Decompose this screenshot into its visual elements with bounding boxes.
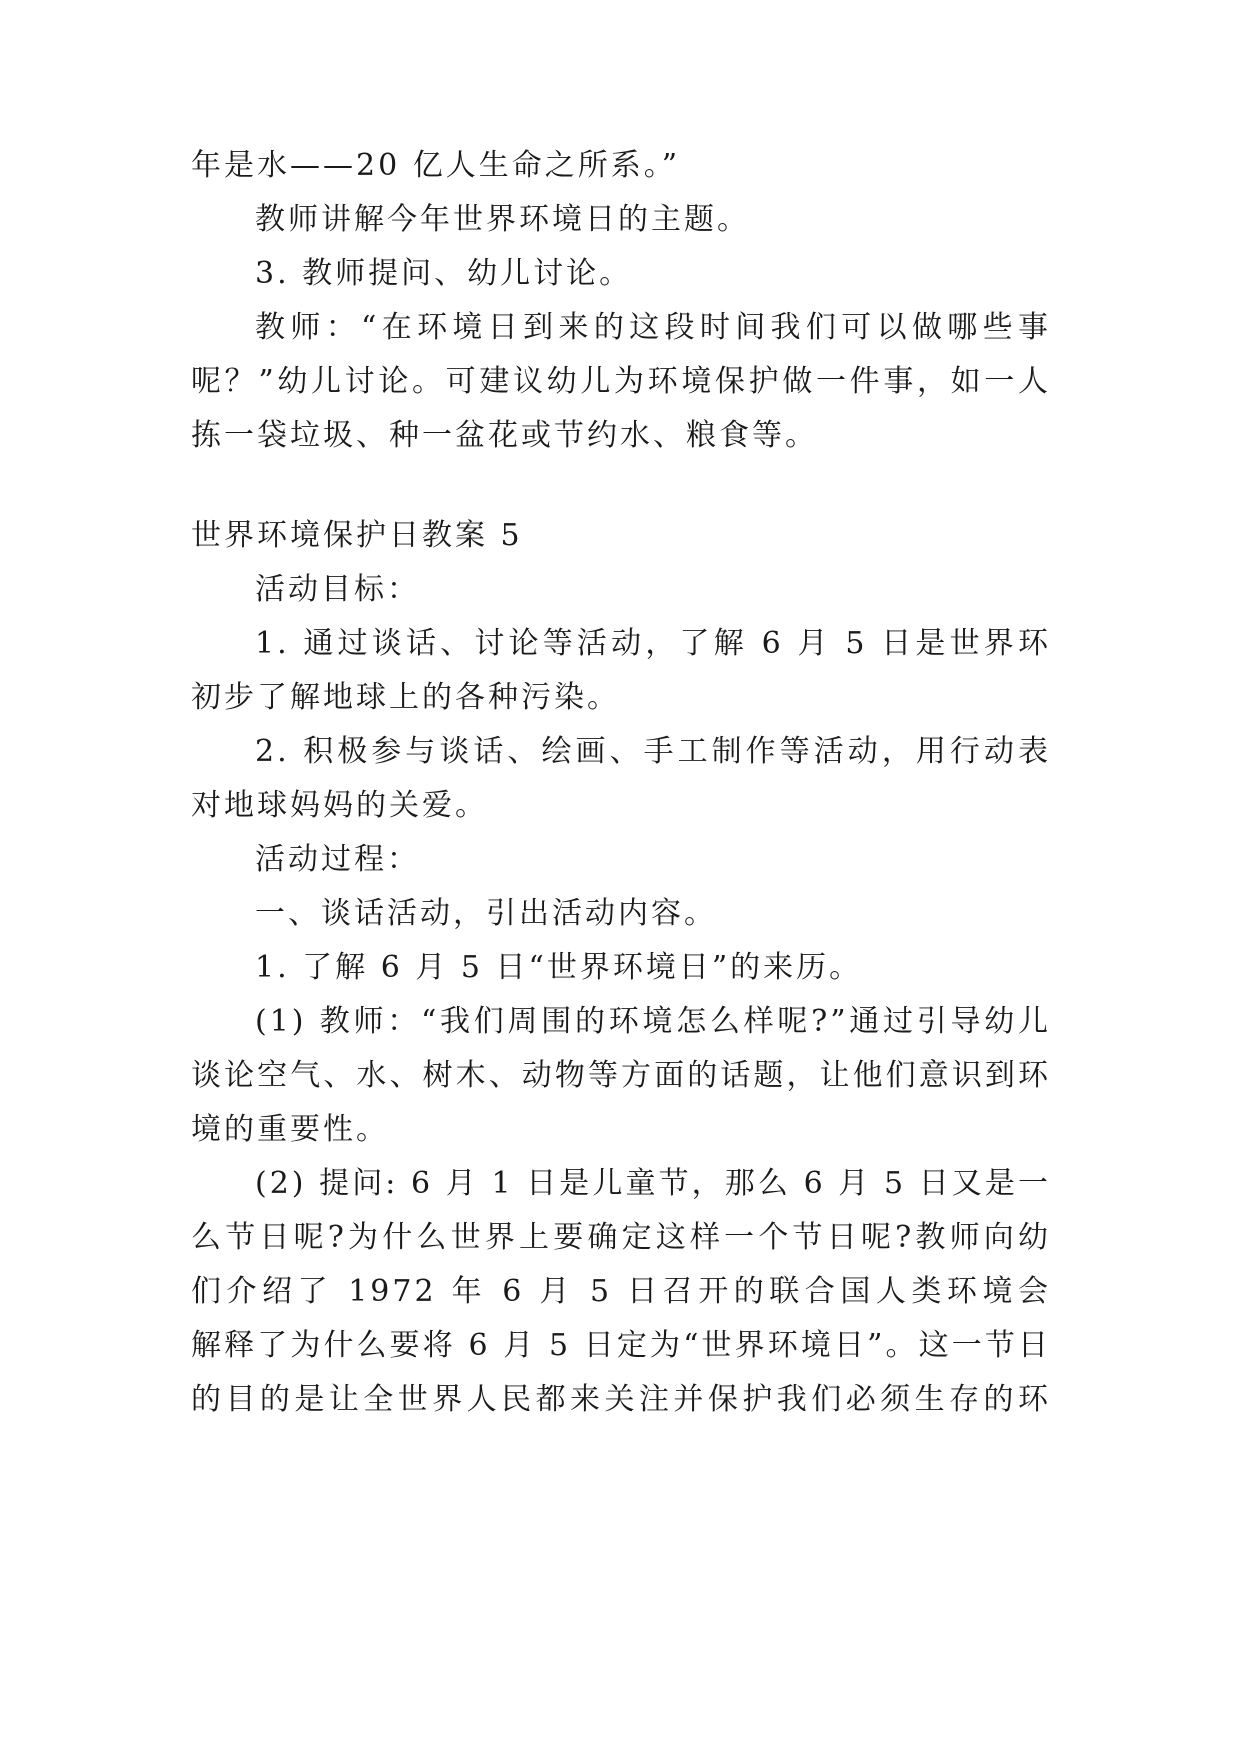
paragraph-line: 年是水——20 亿人生命之所系。”	[191, 148, 681, 183]
paragraph-line: 教师：“在环境日到来的这段时间我们可以做哪些事	[255, 310, 1051, 345]
paragraph-line: 解释了为什么要将 6 月 5 日定为“世界环境日”。这一节日	[191, 1328, 1051, 1363]
paragraph-line: (2) 提问: 6 月 1 日是儿童节，那么 6 月 5 日又是一	[255, 1166, 1051, 1201]
paragraph-line: 教师讲解今年世界环境日的主题。	[255, 202, 750, 237]
paragraph-line: 1. 了解 6 月 5 日“世界环境日”的来历。	[255, 950, 863, 985]
paragraph-line: 境的重要性。	[191, 1112, 389, 1147]
paragraph-line: (1) 教师：“我们周围的环境怎么样呢?”通过引导幼儿	[255, 1004, 1051, 1039]
paragraph-line: 2. 积极参与谈话、绘画、手工制作等活动，用行动表	[255, 734, 1051, 769]
section-heading: 世界环境保护日教案 5	[191, 518, 523, 553]
paragraph-line: 1. 通过谈话、讨论等活动，了解 6 月 5 日是世界环	[255, 626, 1051, 661]
paragraph-line: 谈论空气、水、树木、动物等方面的话题，让他们意识到环	[191, 1058, 1051, 1093]
paragraph-line: 们介绍了 1972 年 6 月 5 日召开的联合国人类环境会	[191, 1274, 1051, 1309]
paragraph-line: 呢？”幼儿讨论。可建议幼儿为环境保护做一件事，如一人	[191, 364, 1051, 399]
paragraph-line: 一、谈话活动，引出活动内容。	[255, 896, 717, 931]
paragraph-line: 活动目标：	[255, 572, 420, 607]
paragraph-line: 的目的是让全世界人民都来关注并保护我们必须生存的环	[191, 1382, 1051, 1417]
paragraph-line: 拣一袋垃圾、种一盆花或节约水、粮食等。	[191, 418, 818, 453]
paragraph-line: 活动过程：	[255, 842, 420, 877]
paragraph-line: 对地球妈妈的关爱。	[191, 788, 488, 823]
paragraph-line: 初步了解地球上的各种污染。	[191, 680, 620, 715]
paragraph-line: 么节日呢?为什么世界上要确定这样一个节日呢?教师向幼	[191, 1220, 1051, 1255]
paragraph-line: 3. 教师提问、幼儿讨论。	[255, 256, 633, 291]
